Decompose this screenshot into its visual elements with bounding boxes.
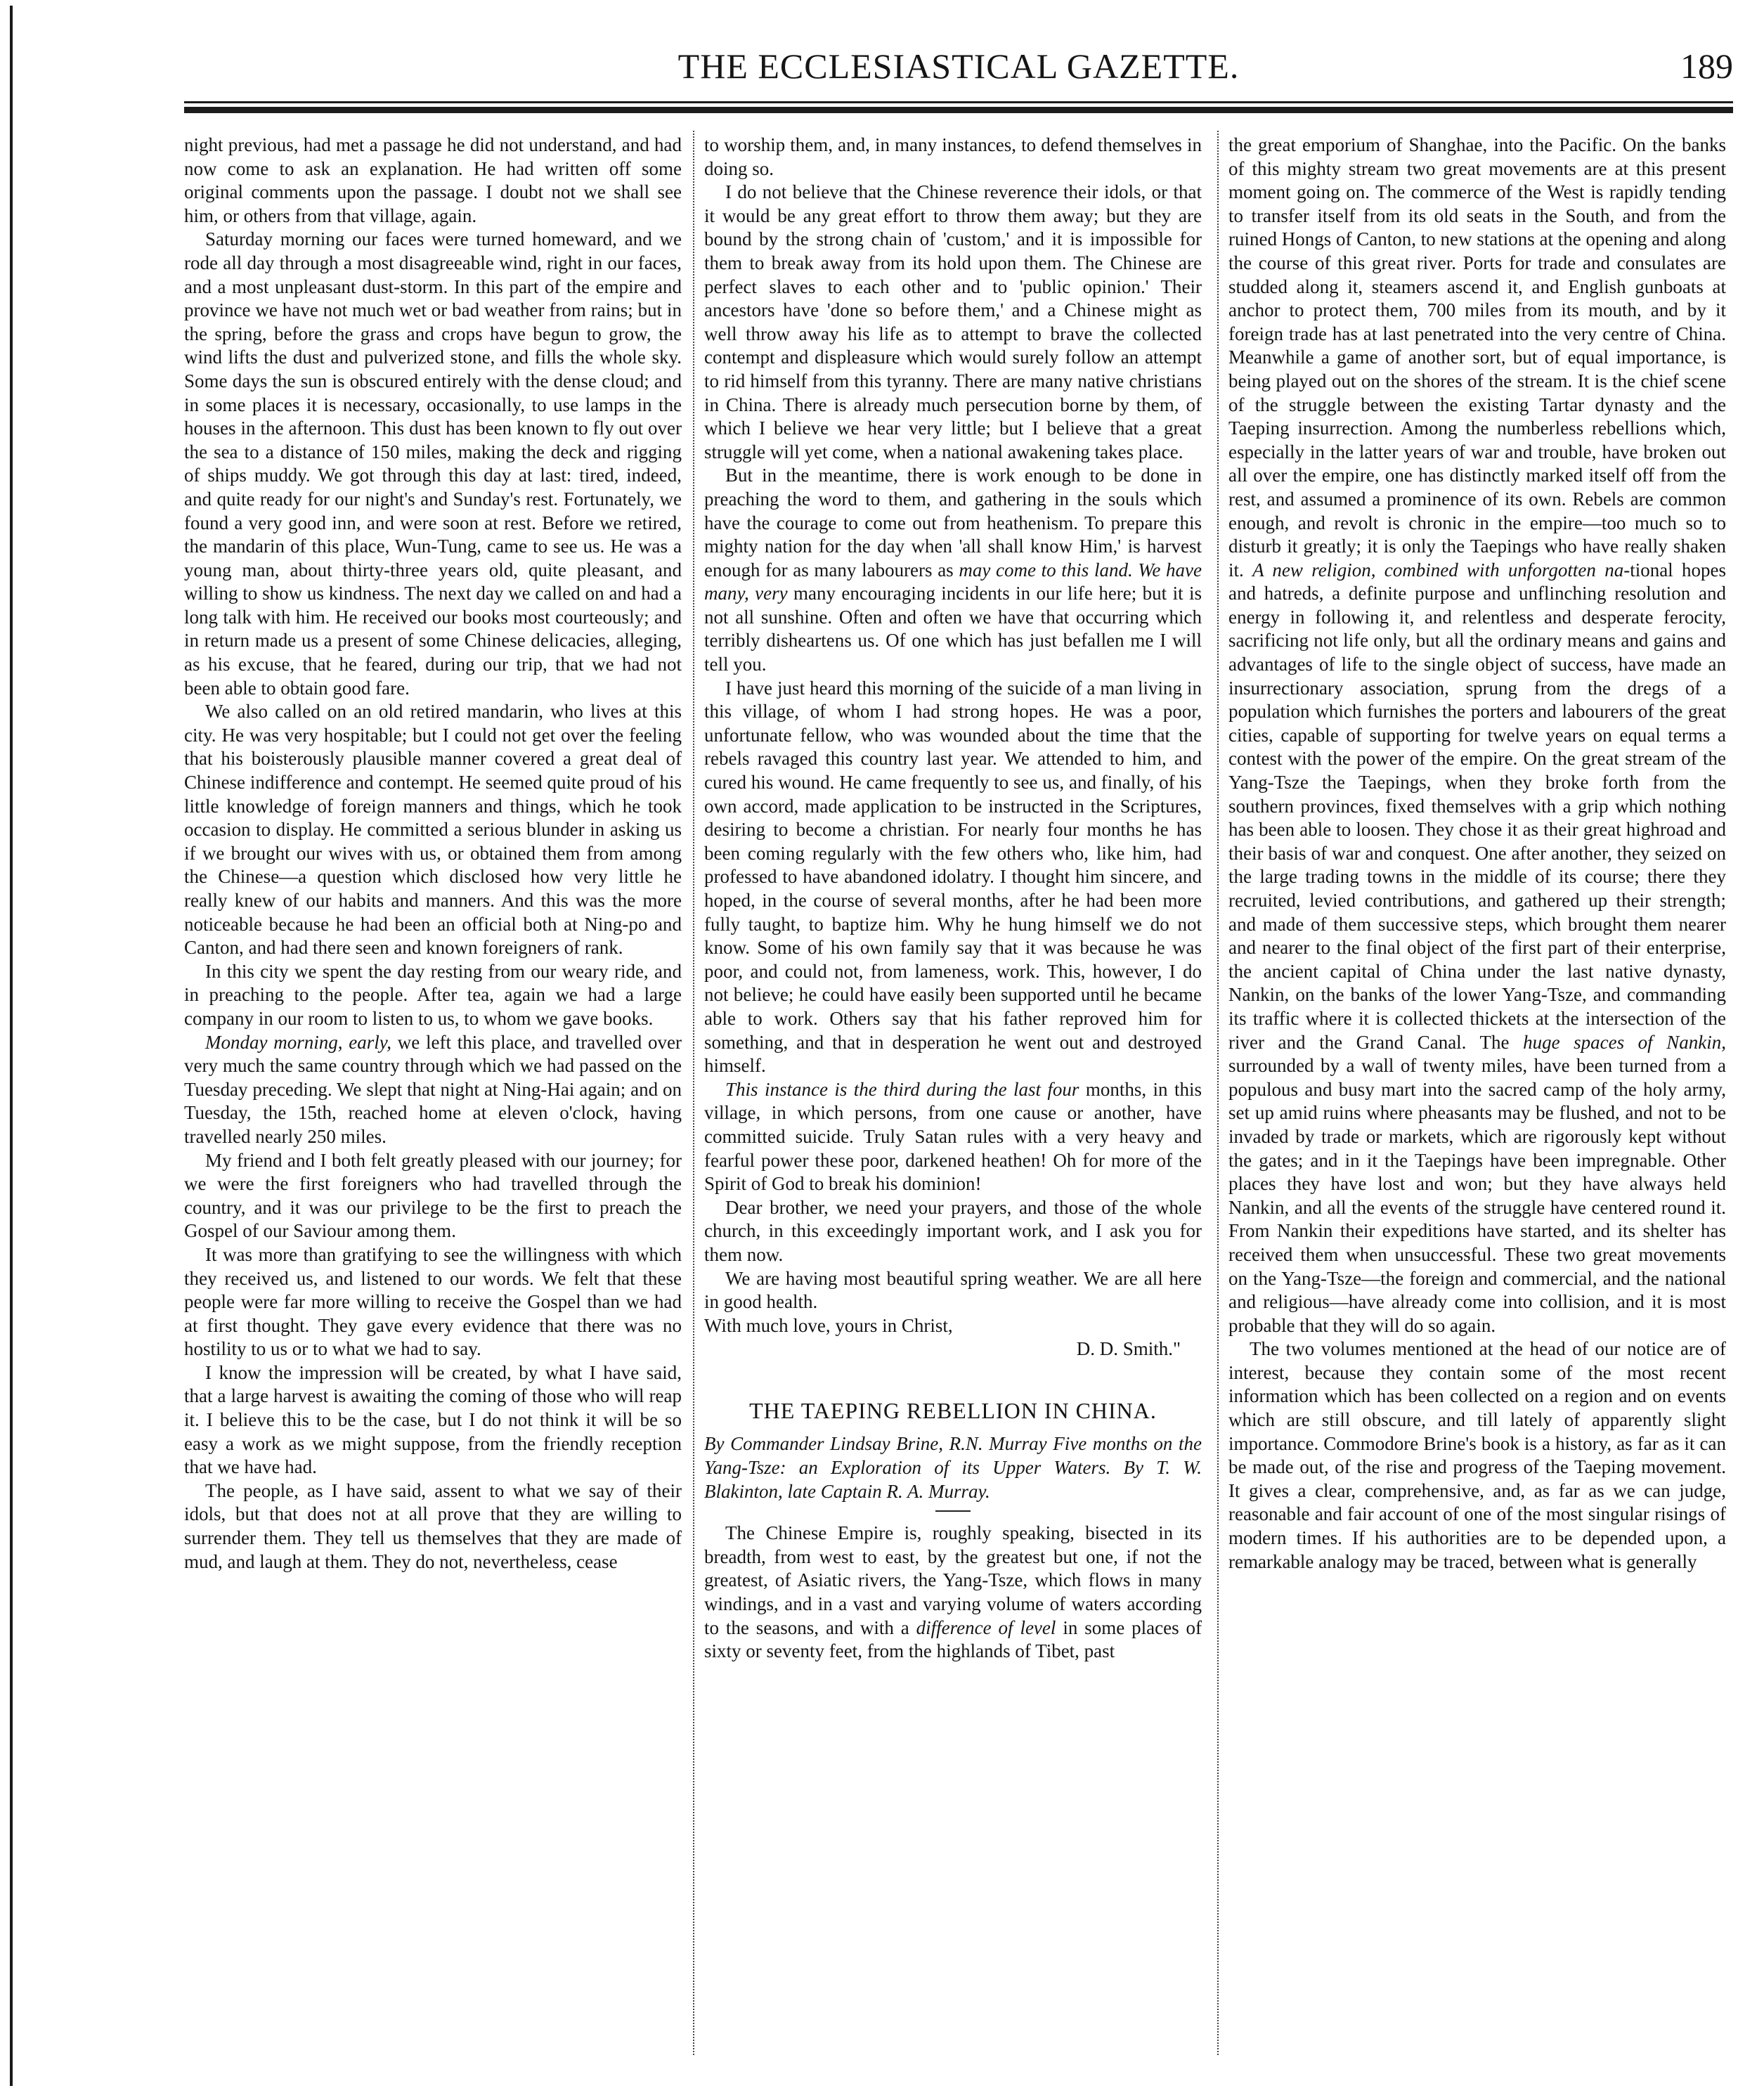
paragraph (184, 1031, 682, 1149)
italic-text: difference of level (916, 1616, 1056, 1638)
column-separator (693, 131, 694, 2055)
header-rule-thick (184, 107, 1733, 113)
article-byline: By Commander Lindsay Brine, R.N. Murray Five months on the Yang-Tsze: an Exploration of its Upper Waters. By T. W. Blakinton, late Captain R. A. Murray. (704, 1433, 1202, 1502)
text-run: the great emporium of Shanghae, into the Pacific. On the banks of this mighty stream two great movements are at this present moment going on. The commerce of the West is rapidly tending to transfer itself from its old seats in the South, and from the ruined Hongs of Canton, to new stations at the opening and along the course of this great river. Ports for trade and consulates are studded along it, steamers ascend it, and English gunboats at anchor to protect them, 700 miles from its mouth, and by it foreign trade has at last penetrated into the very centre of China. Meanwhile a game of another sort, but of equal importance, is being played out on the shores of the stream. It is the chief scene of the struggle between the existing Tartar dynasty and the Taeping insurrection. Among the numberless rebellions which, especially in the latter years of war and trouble, have broken out all over the empire, one has distinctly marked itself off from the rest, and assumed a prominence of its own. Rebels are common enough, and revolt is chronic in the empire—too much so to disturb it greatly; it is only the Taepings who have really shaken it. (1228, 134, 1726, 581)
paragraph: Dear brother, we need your prayers, and those of the whole church, in this exceedingly important work, and I ask you for them now. (704, 1196, 1202, 1265)
paragraph: It was more than gratifying to see the willingness with which they received us, and listened to our words. We felt that these people were far more willing to receive the Gospel than we had at first thought. They gave every evidence that there was no hostility to us or to what we had to say. (184, 1243, 682, 1360)
column-separator (1217, 131, 1219, 2055)
text-run: we left this place, and travelled over very much the same country through which we had passed on the Tuesday preceding. We slept that night at Ning-Hai again; and on Tuesday, the 15th, reached home at eleven o'clock, having travelled nearly 250 miles. (184, 1031, 682, 1147)
column-middle (704, 134, 1202, 2059)
letter-closing: With much love, yours in Christ, (704, 1314, 953, 1336)
paragraph: My friend and I both felt greatly pleased with our journey; for we were the first foreigners who had travelled through the country, and it was our privilege to be the first to preach the Gospel of our Saviour among them. (184, 1149, 682, 1242)
text-run: But in the meantime, there is work enough to be done in preaching the word to them, and gathering in the souls which have the courage to come out from heathenism. To prepare this mighty nation for the day when 'all shall know Him,' is harvest enough for as many labourers as (704, 465, 1202, 581)
italic-text: A new religion, combined with unforgotten na- (1252, 559, 1630, 581)
text-run: The Chinese Empire is, roughly speaking, bisected in its breadth, from west to east, by the greatest but one, if not the greatest, of Asiatic rivers, the Yang-Tsze, which flows in many windings, and in a vast and varying volume of waters according to the seasons, and with a (704, 1522, 1202, 1638)
running-title: THE ECCLESIASTICAL GAZETTE. (677, 46, 1240, 86)
text-run: months, in this village, in which persons, from one cause or another, have committed suicide. Truly Satan rules with a very heavy and fearful power these poor, darkened heathen! Oh for more of the Spirit of God to break his dominion! (704, 1078, 1202, 1195)
paragraph: Saturday morning our faces were turned homeward, and we rode all day through a most disagreeable wind, right in our faces, and a most unpleasant dust-storm. In this part of the empire and province we have not much wet or bad weather from rains; but in the spring, before the grass and crops have begun to grow, the wind lifts the dust and pulverized stone, and fills the whole sky. Some days the sun is obscured entirely with the dense cloud; and in some places it is necessary, occasionally, to use lamps in the houses in the afternoon. This dust has been known to fly out over the sea to a distance of 150 miles, making the deck and rigging of ships muddy. We got through this day at last: tired, indeed, and quite ready for our night's and Sunday's rest. Fortunately, we found a very good inn, and were soon at rest. Before we retired, the mandarin of this place, Wun-Tung, came to see us. He was a young man, about thirty-three years old, quite pleasant, and willing to show us kindness. The next day we called on and had a long talk with him. He received our books most courteously; and in return made us a present of some Chinese delicacies, alleging, as his excuse, that he feared, during our trip, that we had not been able to obtain good fare. (184, 228, 682, 699)
paragraph (704, 464, 1202, 676)
paragraph (704, 1522, 1202, 1664)
paragraph: We are having most beautiful spring weather. We are all here in good health. (704, 1267, 1202, 1313)
paragraph (704, 1078, 1202, 1196)
column-left (184, 134, 682, 2059)
column-right (1228, 134, 1726, 2059)
paragraph: night previous, had met a passage he did not understand, and had now come to ask an explanation. He had written off some original comments upon the passage. I doubt not we shall see him, or others from that village, again. (184, 134, 682, 226)
text-run: in some places of sixty or seventy feet, from the highlands of Tibet, past (704, 1616, 1202, 1662)
binding-edge-line (10, 6, 13, 2086)
running-header (184, 41, 1733, 91)
italic-text: Monday morning, early, (205, 1031, 392, 1053)
text-run: many encouraging incidents in our life here; but it is not all sunshine. Often and often we have that occurring which terribly disheartens us. Of one which has just befallen me I will tell you. (704, 583, 1202, 675)
paragraph (1228, 134, 1726, 1337)
header-rule-thin (184, 101, 1733, 103)
letter-signature: D. D. Smith." (1076, 1338, 1181, 1360)
short-rule (935, 1510, 971, 1512)
paragraph: We also called on an old retired mandarin, who lives at this city. He was very hospitable; but I could not get over the feeling that his boisterously plausible manner covered a great deal of Chinese indifference and contempt. He seemed quite proud of his little knowledge of foreign manners and things, which he took occasion to display. He committed a serious blunder in asking us if we brought our wives with us, or obtained them from among the Chinese—a question which disclosed how very little he really knew of our habits and manners. And this was the more noticeable because he had been an official both at Ning-po and Canton, and had there seen and known foreigners of rank. (184, 701, 682, 959)
paragraph: In this city we spent the day resting from our weary ride, and in preaching to the people. After tea, again we had a large company in our room to listen to us, to whom we gave books. (184, 960, 682, 1029)
italic-text: huge spaces of Nankin, (1523, 1031, 1726, 1053)
text-run: surrounded by a wall of twenty miles, have been turned from a populous and busy mart into the sacred camp of the holy army, set up amid ruins where pheasants may be flushed, and not to be invaded by trade or markets, which are rigorously kept without the gates; and in it the Taepings have been impregnable. Other places they have lost and won; but they have always held Nankin, and all the events of the struggle have centered round it. From Nankin their expeditions have started, and its shelter has received them when unsuccessful. These two great movements on the Yang-Tsze—the foreign and commercial, and the national and religious—have already come into collision, and it is most probable that they will do so again. (1228, 1055, 1726, 1336)
article-heading: THE TAEPING REBELLION IN CHINA. (749, 1397, 1157, 1423)
italic-text: may come to this land. We have many, very (704, 559, 1202, 604)
paragraph: I have just heard this morning of the suicide of a man living in this village, of whom I had strong hopes. He was a poor, unfortunate fellow, who was wounded about the time that the rebels ravaged this country last year. We attended to him, and cured his wound. He came frequently to see us, and finally, of his own accord, made application to be instructed in the Scriptures, desiring to become a christian. For nearly four months he has been coming regularly with the few others who, like him, had professed to have abandoned idolatry. I thought him sincere, and hoped, in the course of several months, after he had been more fully taught, to baptize him. Why he hung himself we do not know. Some of his own family say that it was because he was poor, and could not, from lameness, work. This, however, I do not believe; he could have easily been supported until he became able to work. Others say that his father reproved him for something, and that in desperation he went out and destroyed himself. (704, 677, 1202, 1077)
italic-text: This instance is the third during the last four (725, 1078, 1079, 1100)
paragraph: The two volumes mentioned at the head of our notice are of interest, because they contain some of the most recent information which has been collected on a region and on events which are still obscure, and till lately of apparently slight importance. Commodore Brine's book is a history, as far as it can be made out, of the rise and progress of the Taeping movement. It gives a clear, comprehensive, and, as far as we can judge, reasonable and fair account of one of the most singular risings of modern times. If his authorities are to be depended upon, a remarkable analogy may be traced, between what is generally (1228, 1338, 1726, 1572)
page-number: 189 (1680, 46, 1733, 86)
text-run: tional hopes and hatreds, a definite purpose and unflinching resolution and energy in following it, and relentless and desperate ferocity, sacrificing not life only, but all the ordinary means and gains and advantages of life to the single object of success, have made an insurrectionary association, sprung from the dregs of a population which furnishes the porters and labourers of the great cities, capable of supporting for twelve years on equal terms a contest with the power of the empire. On the great stream of the Yang-Tsze the Taepings, when they broke forth from the southern provinces, fixed themselves with a grip which nothing has been able to loosen. They chose it as their great highroad and their basis of war and conquest. One after another, they seized on the large trading towns in the middle of its course; there they recruited, levied contributions, and gathered up their strength; and made of them successive steps, which brought them nearer and nearer to the final object of the first part of their enterprise, the ancient capital of China under the last native dynasty, Nankin, on the banks of the lower Yang-Tsze, and commanding its traffic where it is collected thickets at the intersection of the river and the Grand Canal. The (1228, 559, 1726, 1053)
paragraph: The people, as I have said, assent to what we say of their idols, but that does not at all prove that they are willing to surrender them. They tell us themselves that they are made of mud, and laugh at them. They do not, nevertheless, cease (184, 1479, 682, 1572)
paragraph: to worship them, and, in many instances, to defend themselves in doing so. (704, 134, 1202, 179)
paragraph: I do not believe that the Chinese reverence their idols, or that it would be any great effort to throw them away; but they are bound by the strong chain of 'custom,' and it is impossible for them to break away from its hold upon them. The Chinese are perfect slaves to each other and to 'public opinion.' Their ancestors have 'done so before them,' and a Chinese might as well throw away his life as to attempt to brave the collected contempt and displeasure which would surely follow an attempt to rid himself from this tyranny. There are many native christians in China. There is already much persecution borne by them, of which I believe we hear very little; but I believe that a great struggle will yet come, when a national awakening takes place. (704, 181, 1202, 462)
paragraph: I know the impression will be created, by what I have said, that a large harvest is awaiting the coming of those who will reap it. I believe this to be the case, but I do not think it will be so easy a work as we might suppose, from the friendly reception that we have had. (184, 1361, 682, 1478)
